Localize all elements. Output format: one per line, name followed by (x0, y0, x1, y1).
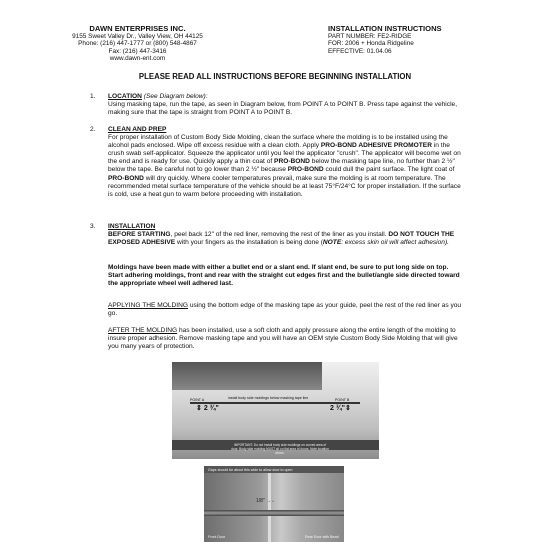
paragraph-heading: APPLYING THE MOLDING (108, 302, 188, 309)
gap-note-label: Gaps should be about this wide to allow door to open (208, 468, 293, 472)
part-number: PART NUMBER: FE2-RIDGE (328, 33, 412, 40)
section-heading: CLEAN AND PREP (108, 126, 167, 133)
arrow-icon: →← (266, 498, 277, 504)
product-name: PRO-BOND (108, 174, 144, 182)
section-text: For proper installation of Custom Body Side Molding, clean the surface where the molding is to be installed using the alcohol pads enclosed. Wipe off excess residue with a clean cloth. Apply (108, 134, 448, 150)
point-b-label: POINT B (335, 398, 350, 402)
paragraph-heading: AFTER THE MOLDING (108, 327, 178, 334)
section-number: 1. (90, 93, 96, 100)
door-gap (268, 473, 271, 542)
important-note: IMPORTANT: Do not install body side moldings on curved area of door. Body side molding MUST sit on flat area of doors. Note location above. (231, 443, 329, 455)
door-gap-photo (204, 466, 344, 542)
section-text: , peel back 12" of the red liner, removing the rest of the liner as you install. (170, 231, 389, 239)
warning-text: DO NOT TOUCH THE EXPOSED ADHESIVE (108, 231, 455, 247)
product-name: PRO-BOND ADHESIVE PROMOTER (320, 142, 432, 150)
measurement-a: ⇕ 2 ¾" (196, 405, 219, 412)
measurement-a-value: 2 ¾" (203, 405, 219, 412)
section-subheading: (See Diagram below): (143, 93, 208, 100)
company-name: DAWN ENTERPRISES INC. (89, 24, 186, 33)
front-door-label: Front Door (208, 535, 226, 539)
section-text: with your fingers as the installation is being done ( (175, 239, 323, 247)
page-title: PLEASE READ ALL INSTRUCTIONS BEFORE BEGINNING INSTALLATION (138, 72, 412, 81)
section-text: could dull the paint surface. The light coat of (323, 166, 455, 174)
effective-date: EFFECTIVE: 01.04.06 (328, 47, 392, 55)
rear-door-label: Rear Door with Bezel (305, 535, 339, 539)
tape-label: install body side moldings below masking tape line (228, 396, 309, 400)
section-number: 3. (90, 223, 96, 230)
applying-paragraph (108, 302, 464, 318)
note-label: NOTE (322, 239, 342, 247)
paragraph-text: has been installed, use a soft cloth and apply pressure along the entire length of the molding to insure proper adhesion. Remove masking tape and you will have an OEM style Custom Body Side Molding that will give you many years of protection. (108, 327, 458, 351)
section-number: 2. (90, 126, 96, 133)
section-text: Using masking tape, run the tape, as seen in Diagram below, from POINT A to POINT B. Press tape against the vehicle, making sure that the tape is straight from POINT A to POINT B. (108, 101, 458, 117)
section-text: below the masking tape line, no further than 2 ½" below the tape. Be careful not to go lower than 2 ½" because (108, 158, 455, 174)
vehicle-fit: FOR: 2006 + Honda Ridgeline (328, 40, 414, 48)
doc-info-block (328, 25, 442, 55)
paragraph-text: using the bottom edge of the masking tape as your guide, peel the rest of the red liner as you go. (108, 302, 462, 318)
product-name: PRO-BOND (287, 166, 324, 174)
product-name: PRO-BOND (274, 158, 310, 166)
section-clean-prep (108, 126, 464, 199)
company-fax: Fax: (216) 447-3416 (108, 47, 167, 55)
gap-width-label (256, 498, 276, 504)
after-paragraph (108, 327, 464, 351)
section-heading: INSTALLATION (108, 223, 156, 230)
measurement-b-value: 2 ¾" (330, 405, 345, 412)
section-location (108, 93, 464, 117)
note-text: : excess skin oil will affect adhesion). (341, 239, 449, 247)
molding-ends-paragraph: Moldings have been made with either a bullet end or a slant end. If slant end, be sure to put long side on top. Start adhering moldings, front and rear with the straight cut edges first and the bullet/angle side directed toward the appropriate wheel well adhered last. (108, 264, 460, 288)
section-text: in the crush swab self-applicator. Squeeze the applicator until you feel the applicator "crush". The applicator will become wet on the end and is ready for use. Quickly apply a thin coat of (108, 142, 461, 166)
doc-title: INSTALLATION INSTRUCTIONS (328, 24, 442, 33)
company-web[interactable]: www.dawn-ent.com (109, 54, 166, 62)
section-installation (108, 223, 464, 247)
point-a-label: POINT A (190, 398, 205, 402)
molding-strip (204, 510, 344, 516)
company-block (0, 25, 275, 62)
company-address: 9155 Sweet Valley Dr., Valley View, OH 44125 (72, 33, 203, 40)
gap-width-value: 1/8" (256, 498, 265, 504)
door-window (172, 362, 322, 390)
emphasis-text: BEFORE STARTING (108, 231, 171, 239)
section-heading: LOCATION (108, 93, 142, 100)
measurement-b: 2 ¾"⇕ (330, 405, 351, 412)
section-text: will dry quickly. Where cooler temperatures prevail, make sure the molding is at room temperature. The recommended metal surface temperature of the vehicle should be at least 75°F/24°C for proper installation. If the surface is cold, use a heat gun to warm before proceeding with installation. (108, 174, 461, 198)
company-phone: Phone: (216) 447-1777 or (800) 548-4867 (78, 40, 197, 48)
